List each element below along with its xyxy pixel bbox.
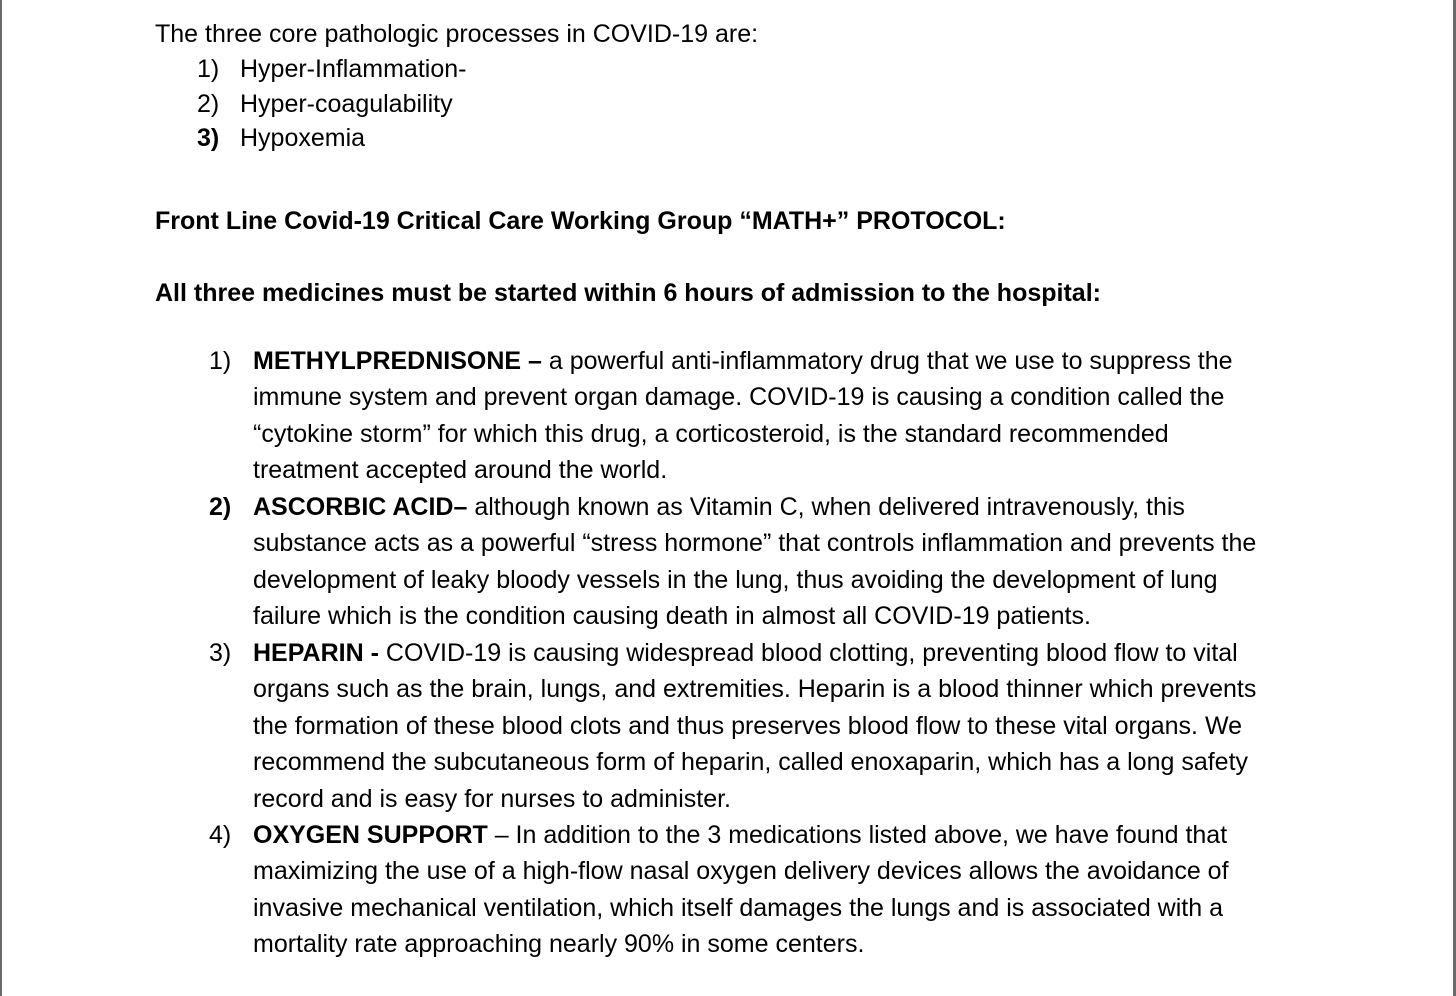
list-item bbox=[197, 121, 466, 156]
medicine-line: mortality rate approaching nearly 90% in some centers. bbox=[253, 930, 865, 959]
medicine-number: 1) bbox=[209, 347, 232, 375]
list-item-number: 3) bbox=[197, 124, 220, 152]
medicine-description bbox=[253, 489, 1313, 635]
medicine-line: development of leaky bloody vessels in the lung, thus avoiding the development of lung bbox=[253, 565, 1218, 594]
medicine-line: immune system and prevent organ damage. COVID-19 is causing a condition called the bbox=[253, 383, 1225, 412]
medicine-item-heparin bbox=[209, 635, 1309, 821]
medicine-line: failure which is the condition causing death in almost all COVID-19 patients. bbox=[253, 602, 1091, 631]
medicine-line: the formation of these blood clots and thus preserves blood flow to these vital organs. We bbox=[253, 711, 1242, 740]
list-item bbox=[197, 87, 466, 122]
medicine-line: METHYLPREDNISONE – a powerful anti-inflammatory drug that we use to suppress the bbox=[253, 347, 1233, 375]
medicine-name: OXYGEN SUPPORT bbox=[253, 821, 488, 849]
medicine-number: 2) bbox=[209, 493, 232, 521]
medicine-name: HEPARIN - bbox=[253, 639, 379, 667]
list-item bbox=[197, 52, 466, 87]
medicine-number: 3) bbox=[209, 639, 232, 667]
medicine-line: recommend the subcutaneous form of heparin, called enoxaparin, which has a long safety bbox=[253, 748, 1249, 777]
medicine-item-ascorbic-acid bbox=[209, 489, 1309, 639]
medicine-line: OXYGEN SUPPORT – In addition to the 3 medications listed above, we have found that bbox=[253, 821, 1228, 849]
protocol-heading: Front Line Covid-19 Critical Care Working Group “MATH+” PROTOCOL: bbox=[155, 207, 1006, 235]
medicine-name: ASCORBIC ACID– bbox=[253, 493, 468, 521]
medicine-item-oxygen-support bbox=[209, 817, 1309, 967]
intro-text: The three core pathologic processes in COVID-19 are: bbox=[155, 20, 759, 48]
medicine-line: ASCORBIC ACID– although known as Vitamin C, when delivered intravenously, this bbox=[253, 493, 1185, 521]
medicine-line: “cytokine storm” for which this drug, a corticosteroid, is the standard recommended bbox=[253, 419, 1169, 448]
medicine-line: substance acts as a powerful “stress hormone” that controls inflammation and prevents the bbox=[253, 529, 1257, 558]
medicine-line: record and is easy for nurses to administer. bbox=[253, 784, 732, 813]
medicine-line: maximizing the use of a high-flow nasal oxygen delivery devices allows the avoidance of bbox=[253, 857, 1229, 886]
medicine-name: METHYLPREDNISONE – bbox=[253, 347, 542, 375]
medicine-item-methylprednisone bbox=[209, 343, 1309, 493]
core-processes-list bbox=[197, 52, 466, 156]
medicine-description bbox=[253, 817, 1313, 963]
medicine-line: treatment accepted around the world. bbox=[253, 456, 668, 485]
list-item-number: 1) bbox=[197, 55, 220, 83]
medicine-description bbox=[253, 635, 1313, 817]
list-item-text: Hypoxemia bbox=[240, 124, 366, 152]
list-item-number: 2) bbox=[197, 89, 220, 118]
medicine-line: HEPARIN - COVID-19 is causing widespread blood clotting, preventing blood flow to vital bbox=[253, 639, 1238, 667]
list-item-text: Hyper-Inflammation- bbox=[240, 55, 467, 83]
start-heading: All three medicines must be started within 6 hours of admission to the hospital: bbox=[155, 279, 1101, 307]
medicine-number: 4) bbox=[209, 821, 232, 849]
medicine-line: organs such as the brain, lungs, and extremities. Heparin is a blood thinner which prevents bbox=[253, 675, 1257, 704]
medicine-description bbox=[253, 343, 1313, 489]
medicine-line: invasive mechanical ventilation, which itself damages the lungs and is associated with a bbox=[253, 893, 1223, 922]
list-item-text: Hyper-coagulability bbox=[240, 89, 453, 118]
